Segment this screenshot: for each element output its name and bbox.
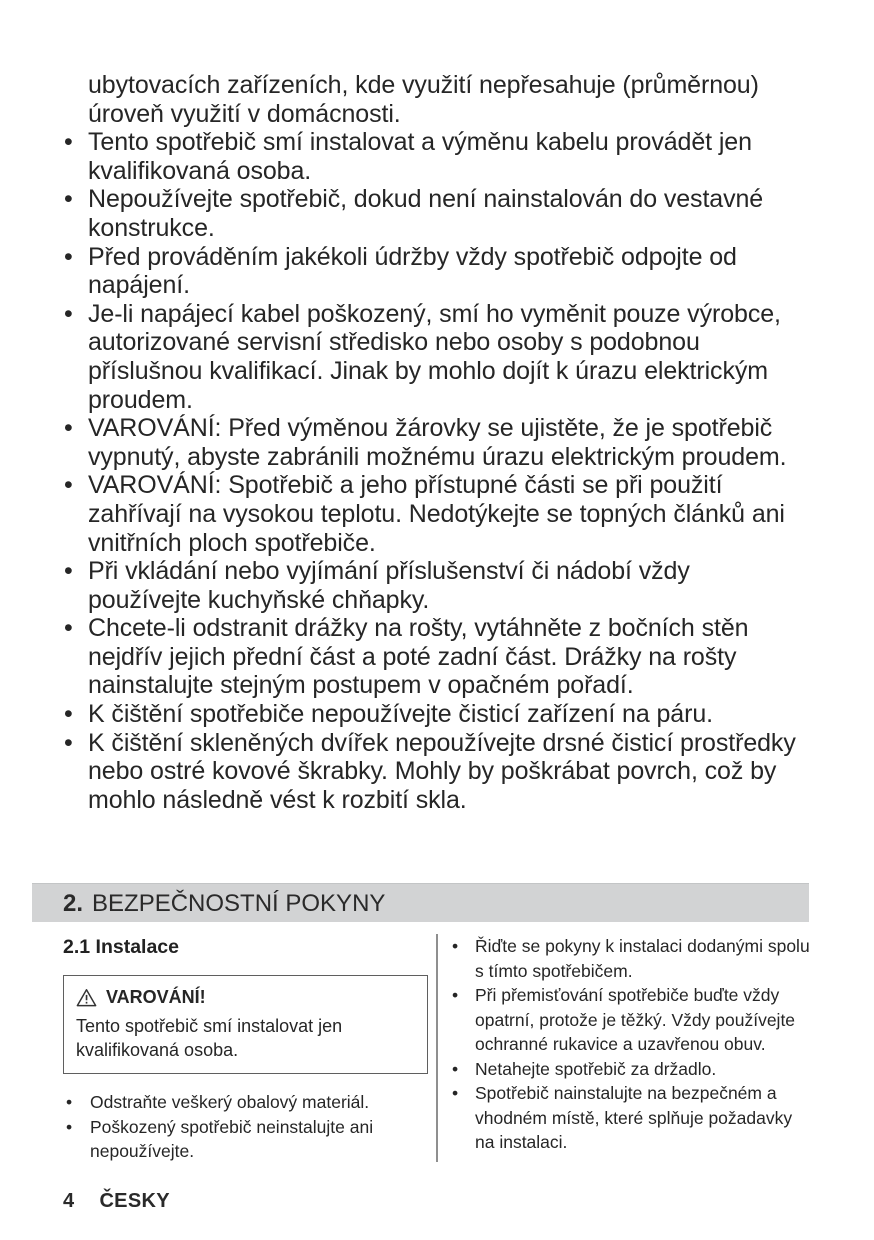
install-right-list — [450, 934, 812, 1155]
list-item-text: Poškozený spotřebič neinstalujte ani nepoužívejte. — [90, 1116, 374, 1161]
installation-right-column — [450, 934, 812, 1155]
list-item-text: Chcete-li odstranit drážky na rošty, vytáhněte z bočních stěn nejdřív jejich přední část a poté zadní část. Drážky na rošty nainstalujte stejným postupem v opačném pořadí. — [88, 614, 749, 700]
language-label: ČESKY — [99, 1190, 170, 1212]
bullet-icon: • — [452, 1083, 459, 1103]
page-number: 4 — [63, 1190, 75, 1212]
list-item — [63, 243, 800, 300]
bullet-icon: • — [64, 242, 73, 271]
list-item — [63, 700, 800, 729]
warning-label: VAROVÁNÍ! — [106, 987, 206, 1007]
list-item — [450, 983, 812, 1057]
bullet-icon: • — [64, 414, 73, 443]
list-item-text: Je-li napájecí kabel poškozený, smí ho vyměnit pouze výrobce, autorizované servisní středisko nebo osoby s podobnou příslušnou kvalifikací. Jinak by mohlo dojít k úrazu elektrickým proudem. — [88, 299, 781, 414]
install-left-list — [63, 1090, 428, 1164]
warning-triangle-icon — [76, 988, 97, 1007]
bullet-icon: • — [64, 185, 73, 214]
list-item — [63, 185, 800, 242]
list-item-text: Netahejte spotřebič za držadlo. — [475, 1058, 717, 1079]
subsection-title: 2.1 Instalace — [63, 936, 179, 958]
list-item — [63, 471, 800, 557]
bullet-icon: • — [64, 557, 73, 586]
list-item-text: Tento spotřebič smí instalovat a výměnu kabelu provádět jen kvalifikovaná osoba. — [88, 128, 752, 185]
section-header — [32, 883, 809, 922]
page-footer — [63, 1190, 170, 1213]
list-item — [63, 414, 800, 471]
safety-list — [63, 128, 800, 814]
list-item-text: Nepoužívejte spotřebič, dokud není nainstalován do vestavné konstrukce. — [88, 185, 764, 242]
bullet-icon: • — [64, 299, 73, 328]
section-number: 2. — [63, 890, 84, 917]
bullet-icon: • — [64, 614, 73, 643]
bullet-icon: • — [64, 471, 73, 500]
list-item-text: Řiďte se pokyny k instalaci dodanými spolu s tímto spotřebičem. — [475, 936, 810, 981]
safety-info-section — [63, 71, 800, 814]
bullet-icon: • — [452, 1058, 459, 1079]
bullet-icon: • — [64, 128, 73, 157]
warning-box — [63, 975, 428, 1074]
list-item-text: VAROVÁNÍ: Spotřebič a jeho přístupné části se při použití zahřívají na vysokou teplotu. Nedotýkejte se topných článků ani vnitřních ploch spotřebiče. — [88, 471, 785, 557]
list-item — [450, 934, 812, 983]
bullet-icon: • — [64, 728, 73, 757]
warning-box-header — [76, 985, 415, 1009]
list-item — [450, 1081, 812, 1155]
section-title: BEZPEČNOSTNÍ POKYNY — [92, 890, 386, 917]
list-item-text: Při přemisťování spotřebiče buďte vždy opatrní, protože je těžký. Vždy používejte ochranné rukavice a uzavřenou obuv. — [475, 985, 796, 1054]
installation-left-column — [63, 936, 428, 1164]
list-item-text: Před prováděním jakékoli údržby vždy spotřebič odpojte od napájení. — [88, 242, 737, 300]
list-item — [63, 1090, 428, 1115]
bullet-icon: • — [66, 1116, 73, 1137]
list-item — [450, 1057, 812, 1082]
list-item-text: VAROVÁNÍ: Před výměnou žárovky se ujistěte, že je spotřebič vypnutý, abyste zabránili možnému úrazu elektrickým proudem. — [88, 414, 787, 471]
list-item-text: Odstraňte veškerý obalový materiál. — [90, 1092, 370, 1112]
warning-text: Tento spotřebič smí instalovat jen kvalifikovaná osoba. — [76, 1016, 343, 1060]
list-item — [63, 614, 800, 700]
list-item — [63, 557, 800, 614]
list-item-text: Spotřebič nainstalujte na bezpečném a vhodném místě, které splňuje požadavky na instalaci. — [475, 1083, 793, 1152]
list-item — [63, 729, 800, 815]
bullet-icon: • — [452, 985, 459, 1005]
list-item — [63, 1115, 428, 1164]
list-item-text: K čištění skleněných dvířek nepoužívejte drsné čisticí prostředky nebo ostré kovové škrabky. Mohly by poškrábat povrch, což by mohlo následně vést k rozbití skla. — [88, 728, 796, 814]
continuation-text: ubytovacích zařízeních, kde využití nepřesahuje (průměrnou) úroveň využití v domácnosti. — [88, 71, 759, 128]
list-item — [63, 128, 800, 185]
bullet-icon: • — [66, 1092, 73, 1112]
list-item — [63, 300, 800, 414]
list-item-text: Při vkládání nebo vyjímání příslušenství či nádobí vždy používejte kuchyňské chňapky. — [88, 557, 690, 614]
bullet-icon: • — [452, 936, 459, 956]
list-item-text: K čištění spotřebiče nepoužívejte čisticí zařízení na páru. — [88, 700, 713, 729]
bullet-icon: • — [64, 700, 73, 729]
column-divider — [436, 934, 438, 1162]
